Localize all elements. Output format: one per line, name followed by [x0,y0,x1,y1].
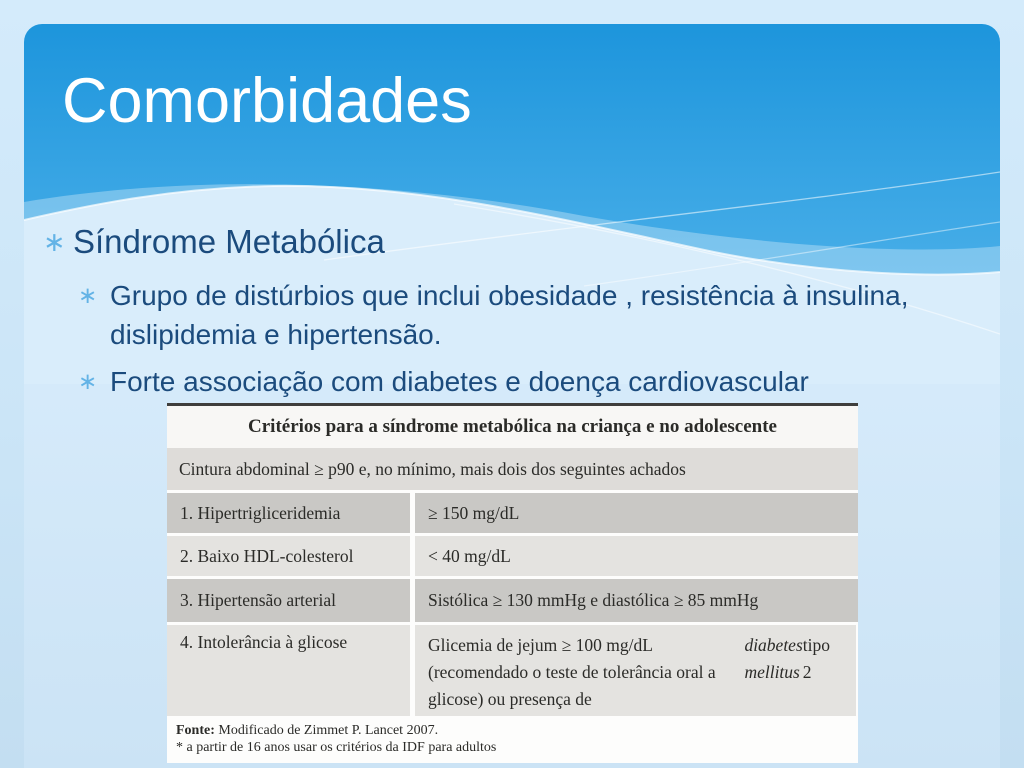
footer-note: * a partir de 16 anos usar os critérios da IDF para adultos [176,740,497,755]
footer-source [176,722,848,739]
row-value-text: Glicemia de jejum ≥ 100 mg/dL (recomendado o teste de tolerância oral a glicose) ou presença de [428,635,716,709]
asterisk-bullet-icon: ∗ [78,282,98,308]
row-label-cell: 3. Hipertensão arterial [167,579,410,622]
row-label-cell: 1. Hipertrigliceridemia [167,493,410,533]
slide-panel [24,24,1000,768]
asterisk-bullet-icon: ∗ [78,368,98,394]
slide-title: Comorbidades [62,66,472,136]
asterisk-bullet-icon: ∗ [43,227,66,257]
table-footer [167,716,858,763]
bullet-text: Síndrome Metabólica [73,223,385,260]
table-title: Critérios para a síndrome metabólica na criança e no adolescente [167,406,858,448]
row-label-cell: 4. Intolerância à glicose [167,625,410,716]
table-row [167,579,858,622]
row-value-cell: ≥ 150 mg/dL [415,493,858,533]
table-row [167,625,858,716]
footer-source-label: Fonte: [176,723,215,738]
row-label-cell: 2. Baixo HDL-colesterol [167,536,410,576]
bullet-item-level2-b [78,362,932,401]
row-value-cell [415,625,856,716]
row-value-italic-text: diabetes mellitus [744,635,803,682]
bullet-item-level1 [43,222,385,262]
table-criteria-header-row: Cintura abdominal ≥ p90 e, no mínimo, mais dois dos seguintes achados [167,448,858,490]
criteria-table-figure [167,403,858,763]
table-row [167,536,858,576]
bullet-item-level2-a [78,276,932,354]
row-value-text: tipo 2 [802,635,830,682]
row-value-cell: < 40 mg/dL [415,536,858,576]
bullet-text: Forte associação com diabetes e doença cardiovascular [110,366,809,397]
table-row [167,493,858,533]
footer-source-text: Modificado de Zimmet P. Lancet 2007. [214,723,439,738]
bullet-text: Grupo de distúrbios que inclui obesidade , resistência à insulina, dislipidemia e hipertensão. [110,280,909,350]
row-value-cell: Sistólica ≥ 130 mmHg e diastólica ≥ 85 mmHg [415,579,858,622]
